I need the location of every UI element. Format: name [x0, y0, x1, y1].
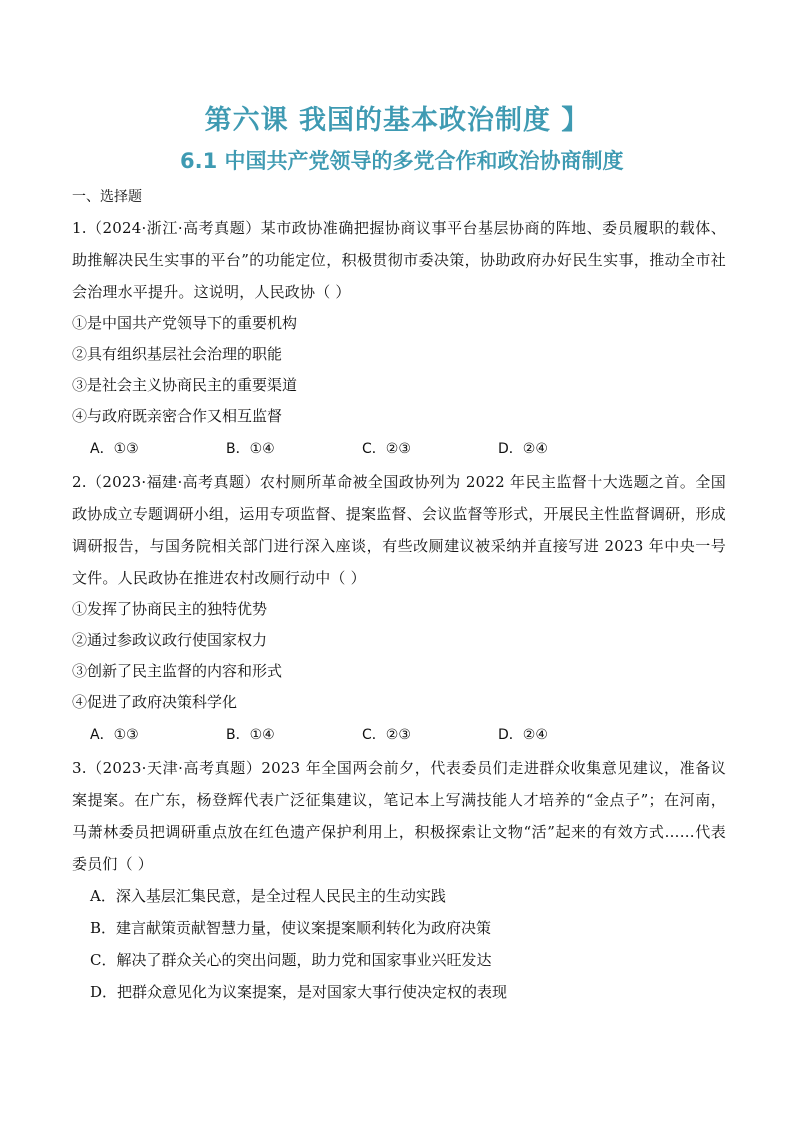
option-d[interactable]: D．把群众意见化为议案提案，是对国家大事行使决定权的表现	[90, 983, 508, 1001]
option-b[interactable]: B．建言献策贡献智慧力量，使议案提案顺利转化为政府决策	[90, 919, 492, 937]
answer-choices	[72, 432, 726, 466]
section-subtitle: 6.1 中国共产党领导的多党合作和政治协商制度	[180, 149, 624, 173]
statement-item: ③创新了民主监督的内容和形式	[72, 662, 283, 680]
answer-options	[72, 880, 726, 1008]
statement-item: ④与政府既亲密合作又相互监督	[72, 407, 283, 425]
question-2	[72, 466, 726, 752]
statement-item: ①发挥了协商民主的独特优势	[72, 600, 268, 618]
question-list	[72, 212, 726, 1008]
statement-list	[72, 308, 726, 432]
choice-d[interactable]: D．②④	[498, 727, 548, 743]
answer-choices	[72, 718, 726, 752]
choice-b[interactable]: B．①④	[226, 727, 275, 743]
choice-b[interactable]: B．①④	[226, 441, 275, 457]
choice-c[interactable]: C．②③	[362, 727, 411, 743]
statement-item: ②通过参政议政行使国家权力	[72, 631, 268, 649]
statement-item: ②具有组织基层社会治理的职能	[72, 345, 283, 363]
option-c[interactable]: C．解决了群众关心的突出问题，助力党和国家事业兴旺发达	[90, 951, 492, 969]
section-label: 一、选择题	[72, 189, 142, 205]
choice-d[interactable]: D．②④	[498, 441, 548, 457]
statement-item: ①是中国共产党领导下的重要机构	[72, 314, 298, 332]
statement-list	[72, 594, 726, 718]
statement-item: ④促进了政府决策科学化	[72, 693, 238, 711]
question-3	[72, 752, 726, 1008]
choice-c[interactable]: C．②③	[362, 441, 411, 457]
choice-a[interactable]: A．①③	[90, 727, 139, 743]
question-stem: 2.（2023·福建·高考真题）农村厕所革命被全国政协列为 2022 年民主监督十大选题之首。全国政协成立专题调研小组，运用专项监督、提案监督、会议监督等形式，开展民主性监督调研，形成调研报告，与国务院相关部门进行深入座谈，有些改厕建议被采纳并直接写进 2023 年中央一号文件。人民政协在推进农村改厕行动中（ ）	[72, 473, 726, 587]
option-a[interactable]: A．深入基层汇集民意，是全过程人民民主的生动实践	[90, 887, 446, 905]
question-stem: 1.（2024·浙江·高考真题）某市政协准确把握协商议事平台基层协商的阵地、委员履职的载体、助推解决民生实事的平台”的功能定位，积极贯彻市委决策，协助政府办好民生实事，推动全市社会治理水平提升。这说明，人民政协（ ）	[72, 219, 726, 301]
question-1	[72, 212, 726, 466]
lesson-title: 第六课 我国的基本政治制度 】	[204, 105, 590, 136]
question-stem: 3.（2023·天津·高考真题）2023 年全国两会前夕，代表委员们走进群众收集意见建议，准备议案提案。在广东，杨登辉代表广泛征集建议，笔记本上写满技能人才培养的“金点子”；在河南，马萧林委员把调研重点放在红色遗产保护利用上，积极探索让文物“活”起来的有效方式……代表委员们（ ）	[72, 759, 726, 873]
statement-item: ③是社会主义协商民主的重要渠道	[72, 376, 298, 394]
choice-a[interactable]: A．①③	[90, 441, 139, 457]
